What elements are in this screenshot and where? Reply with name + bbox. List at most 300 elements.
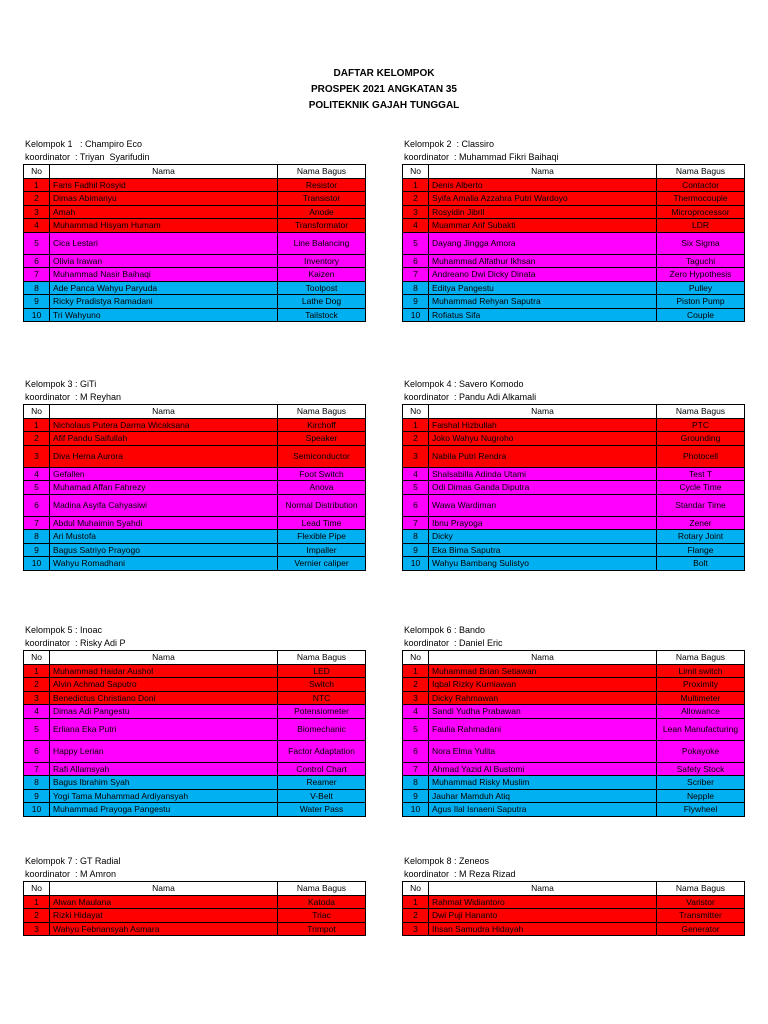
member-name: Rofiatus Sifa <box>429 308 657 322</box>
table-row <box>403 909 745 923</box>
header-nama-bagus: Nama Bagus <box>278 405 366 419</box>
member-name: Nabila Putri Rendra <box>429 445 657 467</box>
group-coordinator: koordinator : Triyan Syarifudin <box>25 152 150 162</box>
group-table <box>23 164 366 322</box>
table-row <box>24 776 366 790</box>
member-name: Faishal Hizbullah <box>429 418 657 432</box>
table-row <box>403 557 745 571</box>
row-number: 2 <box>403 678 429 692</box>
table-row <box>403 178 745 192</box>
member-nickname: Limit switch <box>657 664 745 678</box>
table-header-row <box>24 405 366 419</box>
table-row <box>403 467 745 481</box>
member-nickname: NTC <box>278 691 366 705</box>
table-row <box>24 691 366 705</box>
table-row <box>24 432 366 446</box>
table-row <box>403 543 745 557</box>
row-number: 7 <box>24 268 50 282</box>
group-title: Kelompok 3 : GiTi <box>25 379 97 389</box>
table-header-row <box>403 882 745 896</box>
group-table <box>402 881 745 936</box>
table-row <box>403 232 745 254</box>
member-nickname: Line Balancing <box>278 232 366 254</box>
table-row <box>24 557 366 571</box>
member-nickname: Photocell <box>657 445 745 467</box>
member-nickname: Potensiometer <box>278 705 366 719</box>
row-number: 1 <box>403 895 429 909</box>
header-nama: Nama <box>50 651 278 665</box>
table-row <box>24 219 366 233</box>
table-row <box>24 705 366 719</box>
member-nickname: Pulley <box>657 281 745 295</box>
table-row <box>24 789 366 803</box>
group-title: Kelompok 4 : Savero Komodo <box>404 379 524 389</box>
table-row <box>403 691 745 705</box>
member-name: Muhammad Risky Muslim <box>429 776 657 790</box>
row-number: 1 <box>24 895 50 909</box>
table-row <box>24 268 366 282</box>
table-row <box>403 432 745 446</box>
row-number: 8 <box>24 281 50 295</box>
table-header-row <box>24 165 366 179</box>
table-header-row <box>403 165 745 179</box>
member-name: Joko Wahyu Nugroho <box>429 432 657 446</box>
table-row <box>24 178 366 192</box>
member-name: Rosyidin Jibril <box>429 205 657 219</box>
member-nickname: Tailstock <box>278 308 366 322</box>
table-row <box>24 803 366 817</box>
table-row <box>24 308 366 322</box>
member-nickname: Couple <box>657 308 745 322</box>
table-row <box>403 705 745 719</box>
member-name: Muhammad Haidar Aushol <box>50 664 278 678</box>
row-number: 6 <box>24 494 50 516</box>
row-number: 6 <box>403 254 429 268</box>
member-name: Odi Dimas Ganda Diputra <box>429 481 657 495</box>
row-number: 7 <box>24 516 50 530</box>
member-name: Jauhar Mamduh Atiq <box>429 789 657 803</box>
member-nickname: Allowance <box>657 705 745 719</box>
title-line-1: DAFTAR KELOMPOK <box>333 68 435 79</box>
table-row <box>403 678 745 692</box>
member-nickname: Cycle Time <box>657 481 745 495</box>
member-name: Editya Pangestu <box>429 281 657 295</box>
row-number: 2 <box>403 192 429 206</box>
table-row <box>24 922 366 936</box>
member-nickname: Zero Hypothesis <box>657 268 745 282</box>
row-number: 4 <box>24 219 50 233</box>
row-number: 8 <box>403 776 429 790</box>
member-nickname: Zener <box>657 516 745 530</box>
member-nickname: Lead Time <box>278 516 366 530</box>
row-number: 8 <box>403 281 429 295</box>
member-nickname: Anova <box>278 481 366 495</box>
member-name: Madina Asyifa Cahyasiwi <box>50 494 278 516</box>
table-row <box>403 481 745 495</box>
member-nickname: Microprocessor <box>657 205 745 219</box>
header-nama-bagus: Nama Bagus <box>278 651 366 665</box>
header-nama: Nama <box>50 165 278 179</box>
member-nickname: Piston Pump <box>657 295 745 309</box>
table-row <box>24 295 366 309</box>
group-coordinator: koordinator : Risky Adi P <box>25 638 126 648</box>
member-name: Muhammad Nasir Baihaqi <box>50 268 278 282</box>
row-number: 5 <box>403 481 429 495</box>
row-number: 7 <box>403 762 429 776</box>
member-nickname: Kaizen <box>278 268 366 282</box>
header-nama-bagus: Nama Bagus <box>657 405 745 419</box>
group-title: Kelompok 6 : Bando <box>404 625 486 635</box>
member-nickname: Control Chart <box>278 762 366 776</box>
header-nama: Nama <box>50 882 278 896</box>
row-number: 3 <box>403 922 429 936</box>
member-name: Dayang Jingga Amora <box>429 232 657 254</box>
row-number: 9 <box>24 295 50 309</box>
row-number: 2 <box>24 192 50 206</box>
member-nickname: Vernier caliper <box>278 557 366 571</box>
table-row <box>403 762 745 776</box>
member-nickname: Impaller <box>278 543 366 557</box>
table-row <box>403 789 745 803</box>
table-row <box>403 219 745 233</box>
table-row <box>24 718 366 740</box>
member-name: Sandi Yudha Prabawan <box>429 705 657 719</box>
member-name: Muhammad Prayoga Pangestu <box>50 803 278 817</box>
row-number: 9 <box>24 543 50 557</box>
member-nickname: Katoda <box>278 895 366 909</box>
member-name: Tri Wahyuno <box>50 308 278 322</box>
member-name: Nicholaus Putera Darma Wicaksana <box>50 418 278 432</box>
group-8 <box>402 855 744 936</box>
member-name: Syifa Amalia Azzahra Putri Wardoyo <box>429 192 657 206</box>
group-table <box>402 164 745 322</box>
member-name: Ricky Pradistya Ramadani <box>50 295 278 309</box>
row-number: 6 <box>403 740 429 762</box>
member-name: Shalsabilla Adinda Utami <box>429 467 657 481</box>
member-name: Diva Herna Aurora <box>50 445 278 467</box>
member-nickname: Thermocouple <box>657 192 745 206</box>
table-row <box>403 268 745 282</box>
table-row <box>24 192 366 206</box>
header-nama-bagus: Nama Bagus <box>657 882 745 896</box>
row-number: 1 <box>24 664 50 678</box>
member-name: Faulia Rahmadani <box>429 718 657 740</box>
row-number: 3 <box>24 445 50 467</box>
member-name: Bagus Satriyo Prayogo <box>50 543 278 557</box>
table-row <box>403 418 745 432</box>
member-name: Gefallen <box>50 467 278 481</box>
member-name: Wahyu Febriansyah Asmara <box>50 922 278 936</box>
member-name: Abdul Muhaimin Syahdi <box>50 516 278 530</box>
header-nama: Nama <box>429 405 657 419</box>
member-nickname: Triac <box>278 909 366 923</box>
header-no: No <box>403 165 429 179</box>
header-no: No <box>403 882 429 896</box>
member-nickname: Taguchi <box>657 254 745 268</box>
member-name: Muhammad Hisyam Humam <box>50 219 278 233</box>
member-name: Nora Elma Yulita <box>429 740 657 762</box>
member-nickname: Factor Adaptation <box>278 740 366 762</box>
member-nickname: Foot Switch <box>278 467 366 481</box>
member-nickname: Standar Time <box>657 494 745 516</box>
member-nickname: Grounding <box>657 432 745 446</box>
member-nickname: Biomechanic <box>278 718 366 740</box>
member-nickname: Anode <box>278 205 366 219</box>
header-nama-bagus: Nama Bagus <box>657 651 745 665</box>
member-nickname: Transmitter <box>657 909 745 923</box>
table-row <box>403 445 745 467</box>
header-no: No <box>24 882 50 896</box>
row-number: 4 <box>403 219 429 233</box>
table-row <box>403 494 745 516</box>
row-number: 10 <box>403 308 429 322</box>
member-nickname: Contactor <box>657 178 745 192</box>
member-name: Olivia Irawan <box>50 254 278 268</box>
header-nama: Nama <box>429 165 657 179</box>
header-nama-bagus: Nama Bagus <box>278 165 366 179</box>
table-row <box>403 803 745 817</box>
row-number: 2 <box>24 909 50 923</box>
table-header-row <box>24 882 366 896</box>
member-nickname: Flywheel <box>657 803 745 817</box>
member-nickname: Safety Stock <box>657 762 745 776</box>
member-name: Amah <box>50 205 278 219</box>
group-5 <box>23 624 365 817</box>
header-nama-bagus: Nama Bagus <box>657 165 745 179</box>
row-number: 3 <box>24 691 50 705</box>
row-number: 8 <box>403 530 429 544</box>
table-row <box>24 232 366 254</box>
header-nama: Nama <box>429 651 657 665</box>
member-nickname: Lean Manufacturing <box>657 718 745 740</box>
table-row <box>24 909 366 923</box>
row-number: 7 <box>403 268 429 282</box>
table-row <box>24 418 366 432</box>
table-row <box>24 281 366 295</box>
member-nickname: Normal Distribution <box>278 494 366 516</box>
row-number: 3 <box>403 205 429 219</box>
table-row <box>24 516 366 530</box>
table-row <box>24 762 366 776</box>
table-header-row <box>403 651 745 665</box>
row-number: 9 <box>403 295 429 309</box>
member-name: Muhammad Alfathur Ikhsan <box>429 254 657 268</box>
group-coordinator: koordinator : M Reza Rizad <box>404 869 516 879</box>
member-name: Wahyu Romadhani <box>50 557 278 571</box>
table-row <box>24 467 366 481</box>
group-coordinator: koordinator : Daniel Eric <box>404 638 503 648</box>
table-row <box>403 516 745 530</box>
member-nickname: Test T <box>657 467 745 481</box>
member-name: Muhammad Rehyan Saputra <box>429 295 657 309</box>
row-number: 4 <box>24 705 50 719</box>
member-name: Ari Mustofa <box>50 530 278 544</box>
member-name: Alwan Maulana <box>50 895 278 909</box>
header-no: No <box>24 165 50 179</box>
member-nickname: Multimeter <box>657 691 745 705</box>
group-1 <box>23 138 365 322</box>
group-title: Kelompok 7 : GT Radial <box>25 856 121 866</box>
header-no: No <box>24 651 50 665</box>
group-7 <box>23 855 365 936</box>
group-table <box>23 404 366 571</box>
member-name: Muhamad Affan Fahrezy <box>50 481 278 495</box>
table-row <box>24 445 366 467</box>
row-number: 4 <box>24 467 50 481</box>
row-number: 4 <box>403 705 429 719</box>
member-name: Alvin Achmad Saputro <box>50 678 278 692</box>
member-name: Erliana Eka Putri <box>50 718 278 740</box>
member-nickname: Pokayoke <box>657 740 745 762</box>
row-number: 9 <box>403 543 429 557</box>
row-number: 5 <box>24 481 50 495</box>
group-table <box>23 650 366 817</box>
header-no: No <box>403 405 429 419</box>
member-nickname: Reamer <box>278 776 366 790</box>
member-nickname: Trimpot <box>278 922 366 936</box>
table-row <box>24 254 366 268</box>
group-coordinator: koordinator : Muhammad Fikri Baihaqi <box>404 152 559 162</box>
row-number: 4 <box>403 467 429 481</box>
group-coordinator: koordinator : M Reyhan <box>25 392 122 402</box>
group-coordinator: koordinator : Pandu Adi Alkamali <box>404 392 537 402</box>
table-row <box>403 776 745 790</box>
group-title: Kelompok 5 : Inoac <box>25 625 103 635</box>
row-number: 5 <box>403 718 429 740</box>
row-number: 5 <box>24 718 50 740</box>
member-name: Denis Alberto <box>429 178 657 192</box>
header-nama-bagus: Nama Bagus <box>278 882 366 896</box>
table-row <box>24 494 366 516</box>
member-name: Ahmad Yazid Al Bustomi <box>429 762 657 776</box>
member-nickname: Lathe Dog <box>278 295 366 309</box>
member-name: Agus Ilal Isnaeni Saputra <box>429 803 657 817</box>
table-row <box>24 205 366 219</box>
member-nickname: Toolpost <box>278 281 366 295</box>
member-nickname: Flexible Pipe <box>278 530 366 544</box>
group-title: Kelompok 8 : Zeneos <box>404 856 490 866</box>
group-6 <box>402 624 744 817</box>
row-number: 5 <box>24 232 50 254</box>
member-name: Wahyu Bambang Sulistyo <box>429 557 657 571</box>
document-title <box>0 66 768 114</box>
member-name: Dimas Abimanyu <box>50 192 278 206</box>
table-row <box>403 254 745 268</box>
row-number: 1 <box>403 664 429 678</box>
member-name: Dicky Rahmawan <box>429 691 657 705</box>
header-nama: Nama <box>429 882 657 896</box>
row-number: 2 <box>24 678 50 692</box>
member-name: Rafi Allamsyah <box>50 762 278 776</box>
table-header-row <box>403 405 745 419</box>
member-name: Eka Bima Saputra <box>429 543 657 557</box>
member-nickname: Inventory <box>278 254 366 268</box>
row-number: 1 <box>403 178 429 192</box>
row-number: 6 <box>403 494 429 516</box>
row-number: 1 <box>24 178 50 192</box>
row-number: 9 <box>24 789 50 803</box>
group-table <box>402 650 745 817</box>
member-name: Bagus Ibrahim Syah <box>50 776 278 790</box>
row-number: 7 <box>403 516 429 530</box>
member-nickname: Bolt <box>657 557 745 571</box>
table-row <box>403 530 745 544</box>
table-row <box>24 664 366 678</box>
member-nickname: Varistor <box>657 895 745 909</box>
member-name: Afif Pandu Saifullah <box>50 432 278 446</box>
member-name: Iqbal Rizky Kurniawan <box>429 678 657 692</box>
row-number: 3 <box>24 922 50 936</box>
member-nickname: Transistor <box>278 192 366 206</box>
row-number: 3 <box>24 205 50 219</box>
row-number: 10 <box>24 803 50 817</box>
member-name: Rahmat Widiantoro <box>429 895 657 909</box>
row-number: 2 <box>24 432 50 446</box>
member-nickname: Nepple <box>657 789 745 803</box>
member-name: Dimas Adi Pangestu <box>50 705 278 719</box>
member-name: Ade Panca Wahyu Paryuda <box>50 281 278 295</box>
row-number: 10 <box>403 803 429 817</box>
row-number: 5 <box>403 232 429 254</box>
group-4 <box>402 378 744 571</box>
member-nickname: Generator <box>657 922 745 936</box>
member-name: Wawa Wardiman <box>429 494 657 516</box>
member-nickname: LED <box>278 664 366 678</box>
member-name: Cica Lestari <box>50 232 278 254</box>
table-row <box>403 740 745 762</box>
title-line-2: PROSPEK 2021 ANGKATAN 35 <box>311 84 457 95</box>
row-number: 7 <box>24 762 50 776</box>
row-number: 10 <box>24 308 50 322</box>
member-name: Ibnu Prayoga <box>429 516 657 530</box>
row-number: 1 <box>24 418 50 432</box>
row-number: 9 <box>403 789 429 803</box>
row-number: 10 <box>403 557 429 571</box>
row-number: 2 <box>403 432 429 446</box>
member-name: Rizki Hidayat <box>50 909 278 923</box>
member-nickname: PTC <box>657 418 745 432</box>
table-row <box>403 718 745 740</box>
group-title: Kelompok 2 : Classiro <box>404 139 495 149</box>
table-row <box>403 205 745 219</box>
member-nickname: Transformator <box>278 219 366 233</box>
row-number: 2 <box>403 909 429 923</box>
member-name: Ihsan Samudra Hidayah <box>429 922 657 936</box>
table-row <box>403 895 745 909</box>
row-number: 6 <box>24 254 50 268</box>
row-number: 8 <box>24 530 50 544</box>
table-row <box>403 295 745 309</box>
header-no: No <box>403 651 429 665</box>
table-row <box>403 664 745 678</box>
table-row <box>24 678 366 692</box>
row-number: 3 <box>403 445 429 467</box>
group-2 <box>402 138 744 322</box>
group-table <box>23 881 366 936</box>
title-line-3: POLITEKNIK GAJAH TUNGGAL <box>308 100 460 111</box>
member-name: Andreano Dwi Dicky Dinata <box>429 268 657 282</box>
row-number: 8 <box>24 776 50 790</box>
table-row <box>24 740 366 762</box>
group-table <box>402 404 745 571</box>
table-row <box>403 281 745 295</box>
header-nama: Nama <box>50 405 278 419</box>
member-nickname: Kirchoff <box>278 418 366 432</box>
group-coordinator: koordinator : M Amron <box>25 869 117 879</box>
header-no: No <box>24 405 50 419</box>
member-name: Dwi Puji Hananto <box>429 909 657 923</box>
table-row <box>24 530 366 544</box>
